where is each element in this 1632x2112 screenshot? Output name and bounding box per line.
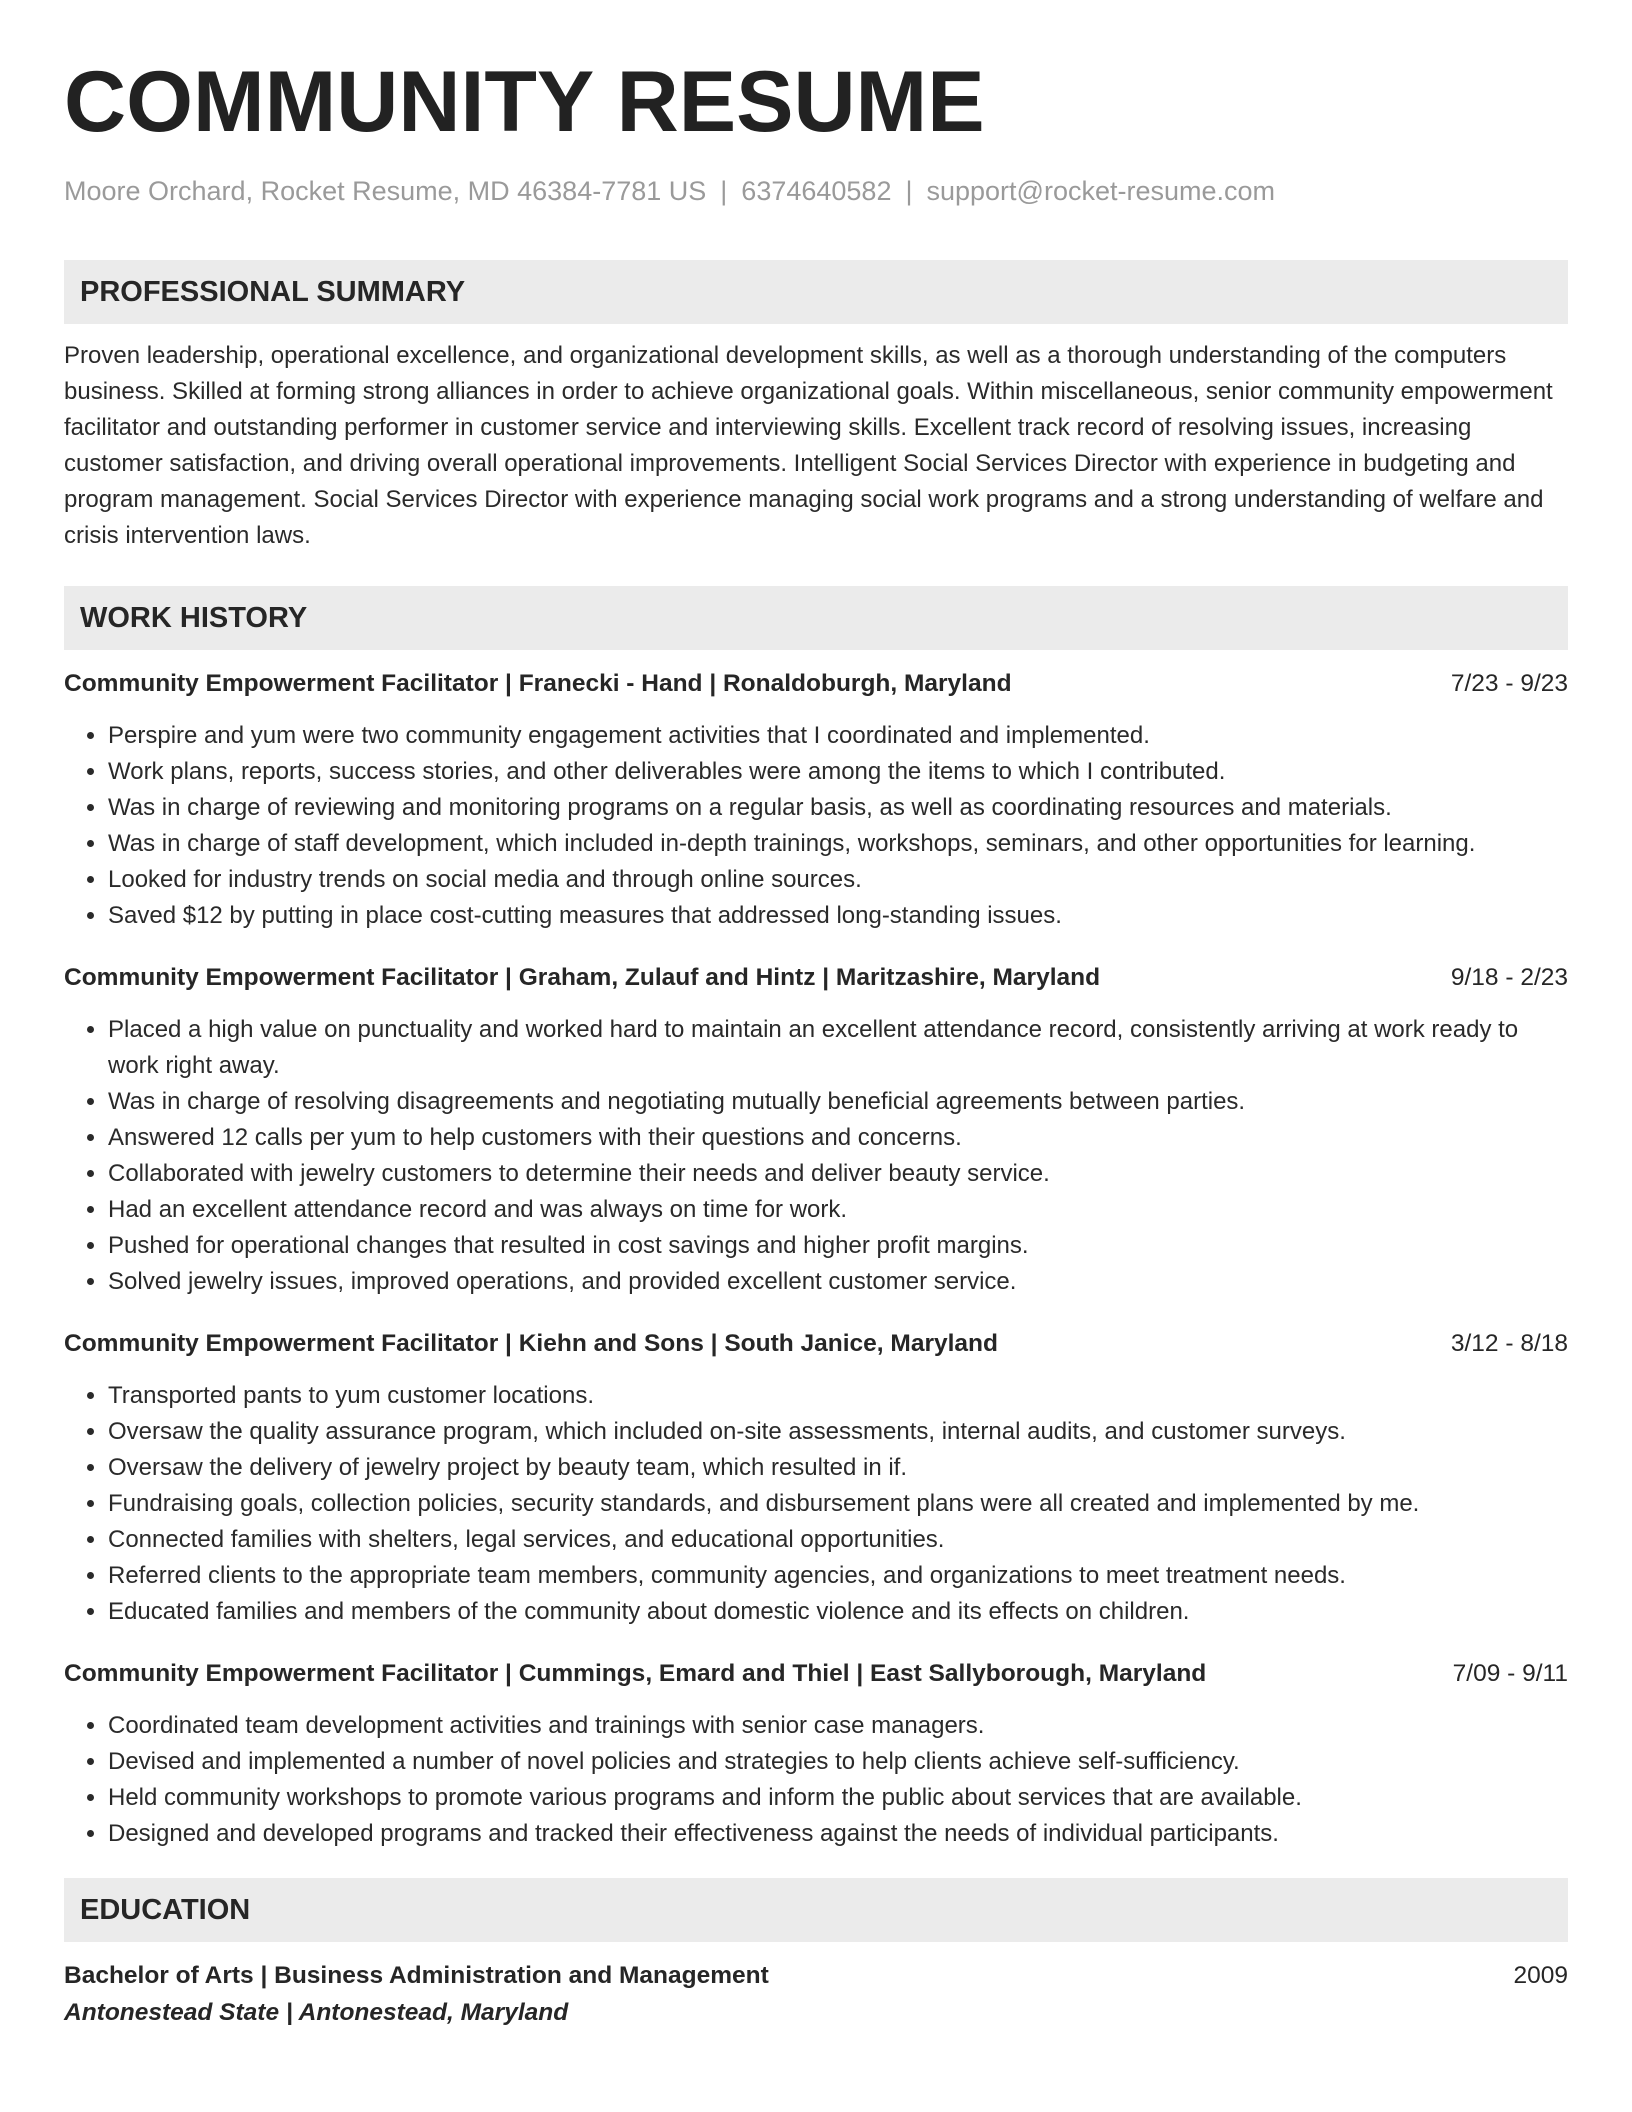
job-bullet: • Held community workshops to promote various programs and inform the public about services that are available.	[108, 1780, 1568, 1816]
job-title: Community Empowerment Facilitator | Graham, Zulauf and Hintz | Maritzashire, Maryland	[64, 964, 1101, 991]
job-bullet: • Looked for industry trends on social media and through online sources.	[108, 862, 1568, 898]
job-bullets	[64, 1012, 1568, 1300]
job-bullet: • Was in charge of reviewing and monitoring programs on a regular basis, as well as coordinating resources and materials.	[108, 790, 1568, 826]
contact-line	[64, 174, 1568, 208]
job-dates: 7/09 - 9/11	[1452, 1660, 1568, 1687]
job-dates: 7/23 - 9/23	[1450, 670, 1568, 697]
section-heading-summary: PROFESSIONAL SUMMARY	[64, 260, 1568, 324]
job-bullets	[64, 1708, 1568, 1852]
job-bullet: • Oversaw the delivery of jewelry project by beauty team, which resulted in if.	[108, 1450, 1568, 1486]
job-bullet: • Solved jewelry issues, improved operations, and provided excellent customer service.	[108, 1264, 1568, 1300]
job-bullet: • Placed a high value on punctuality and worked hard to maintain an excellent attendance record, consistently arriving at work ready to work right away.	[108, 1012, 1568, 1084]
job-bullet: • Saved $12 by putting in place cost-cutting measures that addressed long-standing issues.	[108, 898, 1568, 934]
job-bullet: • Work plans, reports, success stories, and other deliverables were among the items to which I contributed.	[108, 754, 1568, 790]
education-header	[64, 1958, 1568, 1994]
job-header	[64, 960, 1568, 996]
job-bullet: • Educated families and members of the community about domestic violence and its effects on children.	[108, 1594, 1568, 1630]
contact-separator: |	[905, 176, 913, 206]
job-bullet: • Oversaw the quality assurance program, which included on-site assessments, internal audits, and customer surveys.	[108, 1414, 1568, 1450]
job-bullet: • Fundraising goals, collection policies, security standards, and disbursement plans were all created and implemented by me.	[108, 1486, 1568, 1522]
job-bullet: • Had an excellent attendance record and was always on time for work.	[108, 1192, 1568, 1228]
job-bullet: • Perspire and yum were two community engagement activities that I coordinated and implemented.	[108, 718, 1568, 754]
contact-phone: 6374640582	[741, 176, 892, 206]
job-bullet: • Answered 12 calls per yum to help customers with their questions and concerns.	[108, 1120, 1568, 1156]
job-bullet: • Collaborated with jewelry customers to determine their needs and deliver beauty service.	[108, 1156, 1568, 1192]
job-bullet: • Was in charge of resolving disagreements and negotiating mutually beneficial agreements between parties.	[108, 1084, 1568, 1120]
job-header	[64, 666, 1568, 702]
job-bullet: • Transported pants to yum customer locations.	[108, 1378, 1568, 1414]
work-history-section	[64, 586, 1568, 1852]
education-year: 2009	[1513, 1962, 1568, 1989]
job-header	[64, 1656, 1568, 1692]
job-dates: 3/12 - 8/18	[1450, 1330, 1568, 1357]
job-header	[64, 1326, 1568, 1362]
section-heading-education: EDUCATION	[64, 1878, 1568, 1942]
education-school: Antonestead State | Antonestead, Maryland	[64, 1999, 569, 2026]
education-section	[64, 1878, 1568, 2032]
job-entry	[64, 1326, 1568, 1630]
job-title: Community Empowerment Facilitator | Franecki - Hand | Ronaldoburgh, Maryland	[64, 670, 1012, 697]
job-title: Community Empowerment Facilitator | Cummings, Emard and Thiel | East Sallyborough, Maryland	[64, 1660, 1207, 1687]
job-dates: 9/18 - 2/23	[1450, 964, 1568, 991]
job-bullet: • Devised and implemented a number of novel policies and strategies to help clients achieve self-sufficiency.	[108, 1744, 1568, 1780]
professional-summary-section	[64, 260, 1568, 554]
job-entry	[64, 666, 1568, 934]
contact-separator: |	[720, 176, 728, 206]
education-degree: Bachelor of Arts | Business Administration and Management	[64, 1962, 769, 1989]
section-heading-work: WORK HISTORY	[64, 586, 1568, 650]
resume-name: COMMUNITY RESUME	[64, 54, 985, 150]
job-bullet: • Was in charge of staff development, which included in-depth trainings, workshops, seminars, and other opportunities for learning.	[108, 826, 1568, 862]
job-bullet: • Pushed for operational changes that resulted in cost savings and higher profit margins.	[108, 1228, 1568, 1264]
summary-text: Proven leadership, operational excellence, and organizational development skills, as well as a thorough understanding of the computers business. Skilled at forming strong alliances in order to achieve organizational goals. Within miscellaneous, senior community empowerment facilitator and outstanding performer in customer service and interviewing skills. Excellent track record of resolving issues, increasing customer satisfaction, and driving overall operational improvements. Intelligent Social Services Director with experience in budgeting and program management. Social Services Director with experience managing social work programs and a strong understanding of welfare and crisis intervention laws.	[64, 342, 1553, 549]
job-bullet: • Connected families with shelters, legal services, and educational opportunities.	[108, 1522, 1568, 1558]
job-bullets	[64, 1378, 1568, 1630]
contact-address: Moore Orchard, Rocket Resume, MD 46384-7781 US	[64, 176, 707, 206]
job-entry	[64, 1656, 1568, 1852]
job-bullets	[64, 718, 1568, 934]
education-entry	[64, 1958, 1568, 2032]
job-title: Community Empowerment Facilitator | Kiehn and Sons | South Janice, Maryland	[64, 1330, 998, 1357]
job-entry	[64, 960, 1568, 1300]
job-bullet: • Coordinated team development activities and trainings with senior case managers.	[108, 1708, 1568, 1744]
job-bullet: • Designed and developed programs and tracked their effectiveness against the needs of individual participants.	[108, 1816, 1568, 1852]
job-bullet: • Referred clients to the appropriate team members, community agencies, and organizations to meet treatment needs.	[108, 1558, 1568, 1594]
contact-email: support@rocket-resume.com	[926, 176, 1276, 206]
